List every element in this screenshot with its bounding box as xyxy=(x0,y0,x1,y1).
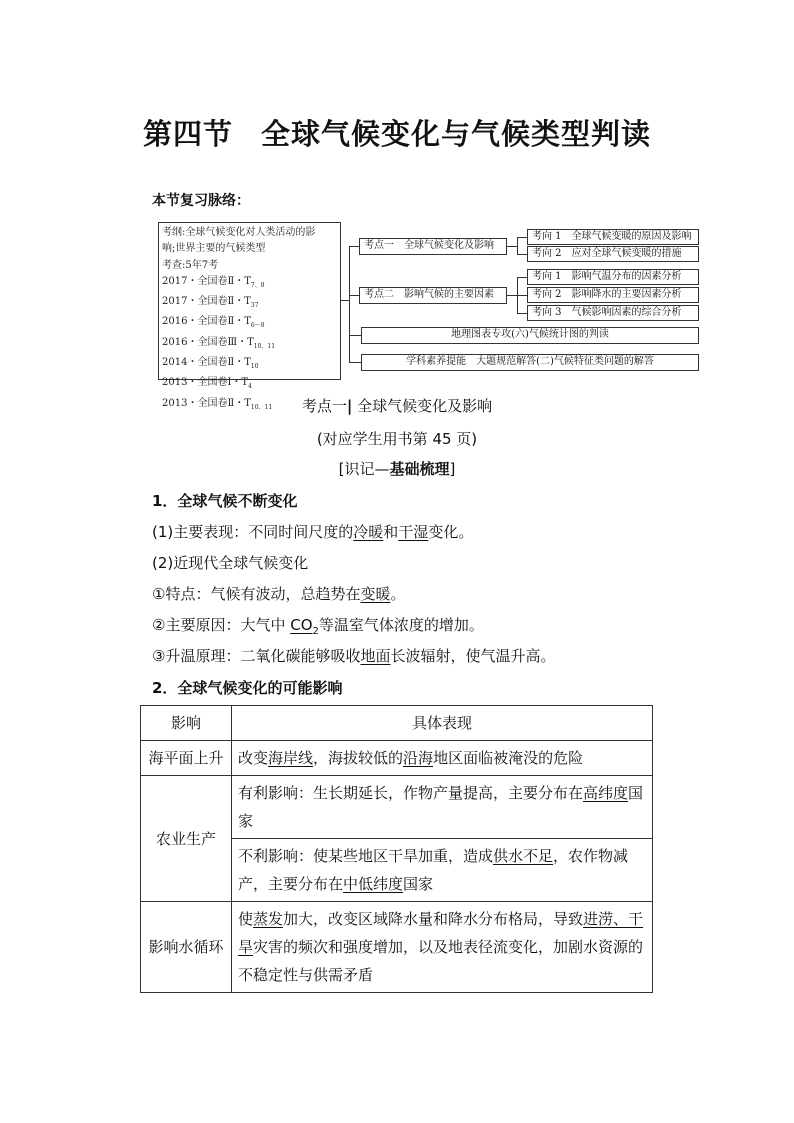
paragraph-cause: ②主要原因：大气中 $CO_2$等温室气体浓度的增加。 xyxy=(152,616,484,637)
title-section-number: 第四节 xyxy=(142,117,233,151)
connector-line xyxy=(517,237,518,255)
table-row xyxy=(141,741,653,776)
connector-line xyxy=(349,246,350,363)
row-label-water-cycle: 影响水循环 xyxy=(141,902,232,993)
table-row xyxy=(141,776,653,839)
connector-line xyxy=(349,362,361,363)
connector-line xyxy=(507,295,517,296)
paragraph-modern-change: (2)近现代全球气候变化 xyxy=(152,554,309,572)
title-text: 全球气候变化与气候类型判读 xyxy=(261,117,652,151)
mindmap-point-2-item: 考向 2 影响降水的主要因素分析 xyxy=(527,287,699,303)
row-detail-agri-negative: 不利影响：使某些地区干旱加重，造成供水不足，农作物减产，主要分布在中低纬度国家 xyxy=(232,839,653,902)
connector-line xyxy=(517,295,527,296)
mindmap-point-2: 考点二 影响气候的主要因素 xyxy=(359,287,507,304)
mindmap-point-1: 考点一 全球气候变化及影响 xyxy=(359,238,507,255)
mindmap-literacy-topic: 学科素养提能 大题规范解答(二)气候特征类问题的解答 xyxy=(361,354,699,371)
impact-table xyxy=(140,705,653,993)
row-label-agriculture: 农业生产 xyxy=(141,776,232,902)
subsection-label: [识记—基础梳理] xyxy=(338,460,456,478)
page-title xyxy=(0,112,794,153)
review-outline-label: 本节复习脉络： xyxy=(152,193,250,209)
exam-year-item: 2013・全国卷Ⅱ・$T_{10、11}$ xyxy=(162,397,273,411)
exam-outline-line: 考纲:全球气候变化对人类活动的影 xyxy=(162,227,316,238)
connector-line xyxy=(517,237,527,238)
exam-year-item: 2016・全国卷Ⅱ・$T_{6\sim 8}$ xyxy=(162,316,265,330)
exam-year-item: 2013・全国卷Ⅰ・$T_4$ xyxy=(162,377,252,391)
section-heading xyxy=(0,395,794,416)
connector-line xyxy=(341,300,349,301)
connector-line xyxy=(349,295,359,296)
page-reference: (对应学生用书第 45 页) xyxy=(316,430,478,448)
connector-line xyxy=(517,277,527,278)
paragraph-principle: ③升温原理：二氧化碳能够吸收地面长波辐射，使气温升高。 xyxy=(152,647,556,665)
row-label-sea: 海平面上升 xyxy=(141,741,232,776)
section-divider: | xyxy=(346,397,353,415)
connector-line xyxy=(349,246,359,247)
paragraph-feature: ①特点：气候有波动，总趋势在变暖。 xyxy=(152,585,406,603)
row-detail-agri-positive: 有利影响：生长期延长，作物产量提高，主要分布在高纬度国家 xyxy=(232,776,653,839)
exam-year-item: 2016・全国卷Ⅲ・$T_{10、11}$ xyxy=(162,336,276,350)
table-row xyxy=(141,902,653,993)
section-label: 考点一 xyxy=(301,397,347,415)
mindmap-point-2-item: 考向 1 影响气温分布的因素分析 xyxy=(527,269,699,285)
heading-2: 2．全球气候变化的可能影响 xyxy=(152,679,343,697)
exam-count-line: 考查:5年7考 xyxy=(162,259,219,271)
connector-line xyxy=(507,246,517,247)
exam-year-item: 2017・全国卷Ⅱ・$T_{37}$ xyxy=(162,296,259,310)
row-detail-water-cycle: 使蒸发加大，改变区域降水量和降水分布格局，导致进涝、干旱灾害的频次和强度增加，以及地表径流变化，加剧水资源的不稳定性与供需矛盾 xyxy=(232,902,653,993)
table-header-cell: 具体表现 xyxy=(232,706,653,741)
section-title: 全球气候变化及影响 xyxy=(357,397,493,415)
heading-1: 1．全球气候不断变化 xyxy=(152,492,298,510)
paragraph-performance: (1)主要表现：不同时间尺度的冷暖和干湿变化。 xyxy=(152,523,474,541)
exam-outline-line: 响;世界主要的气候类型 xyxy=(162,243,266,255)
table-header-row xyxy=(141,706,653,741)
connector-line xyxy=(517,254,527,255)
table-header-cell: 影响 xyxy=(141,706,232,741)
row-detail-sea: 改变海岸线，海拔较低的沿海地区面临被淹没的危险 xyxy=(232,741,653,776)
connector-line xyxy=(349,335,361,336)
mindmap-point-1-item: 考向 1 全球气候变暖的原因及影响 xyxy=(527,229,699,245)
exam-year-item: 2017・全国卷Ⅱ・$T_{7、8}$ xyxy=(162,275,265,289)
mindmap-point-1-item: 考向 2 应对全球气候变暖的措施 xyxy=(527,246,699,262)
connector-line xyxy=(517,313,527,314)
mindmap-special-topic: 地理图表专攻(六)气候统计图的判读 xyxy=(361,327,699,344)
mindmap-point-2-item: 考向 3 气候影响因素的综合分析 xyxy=(527,305,699,321)
exam-year-item: 2014・全国卷Ⅱ・$T_{10}$ xyxy=(162,357,259,371)
